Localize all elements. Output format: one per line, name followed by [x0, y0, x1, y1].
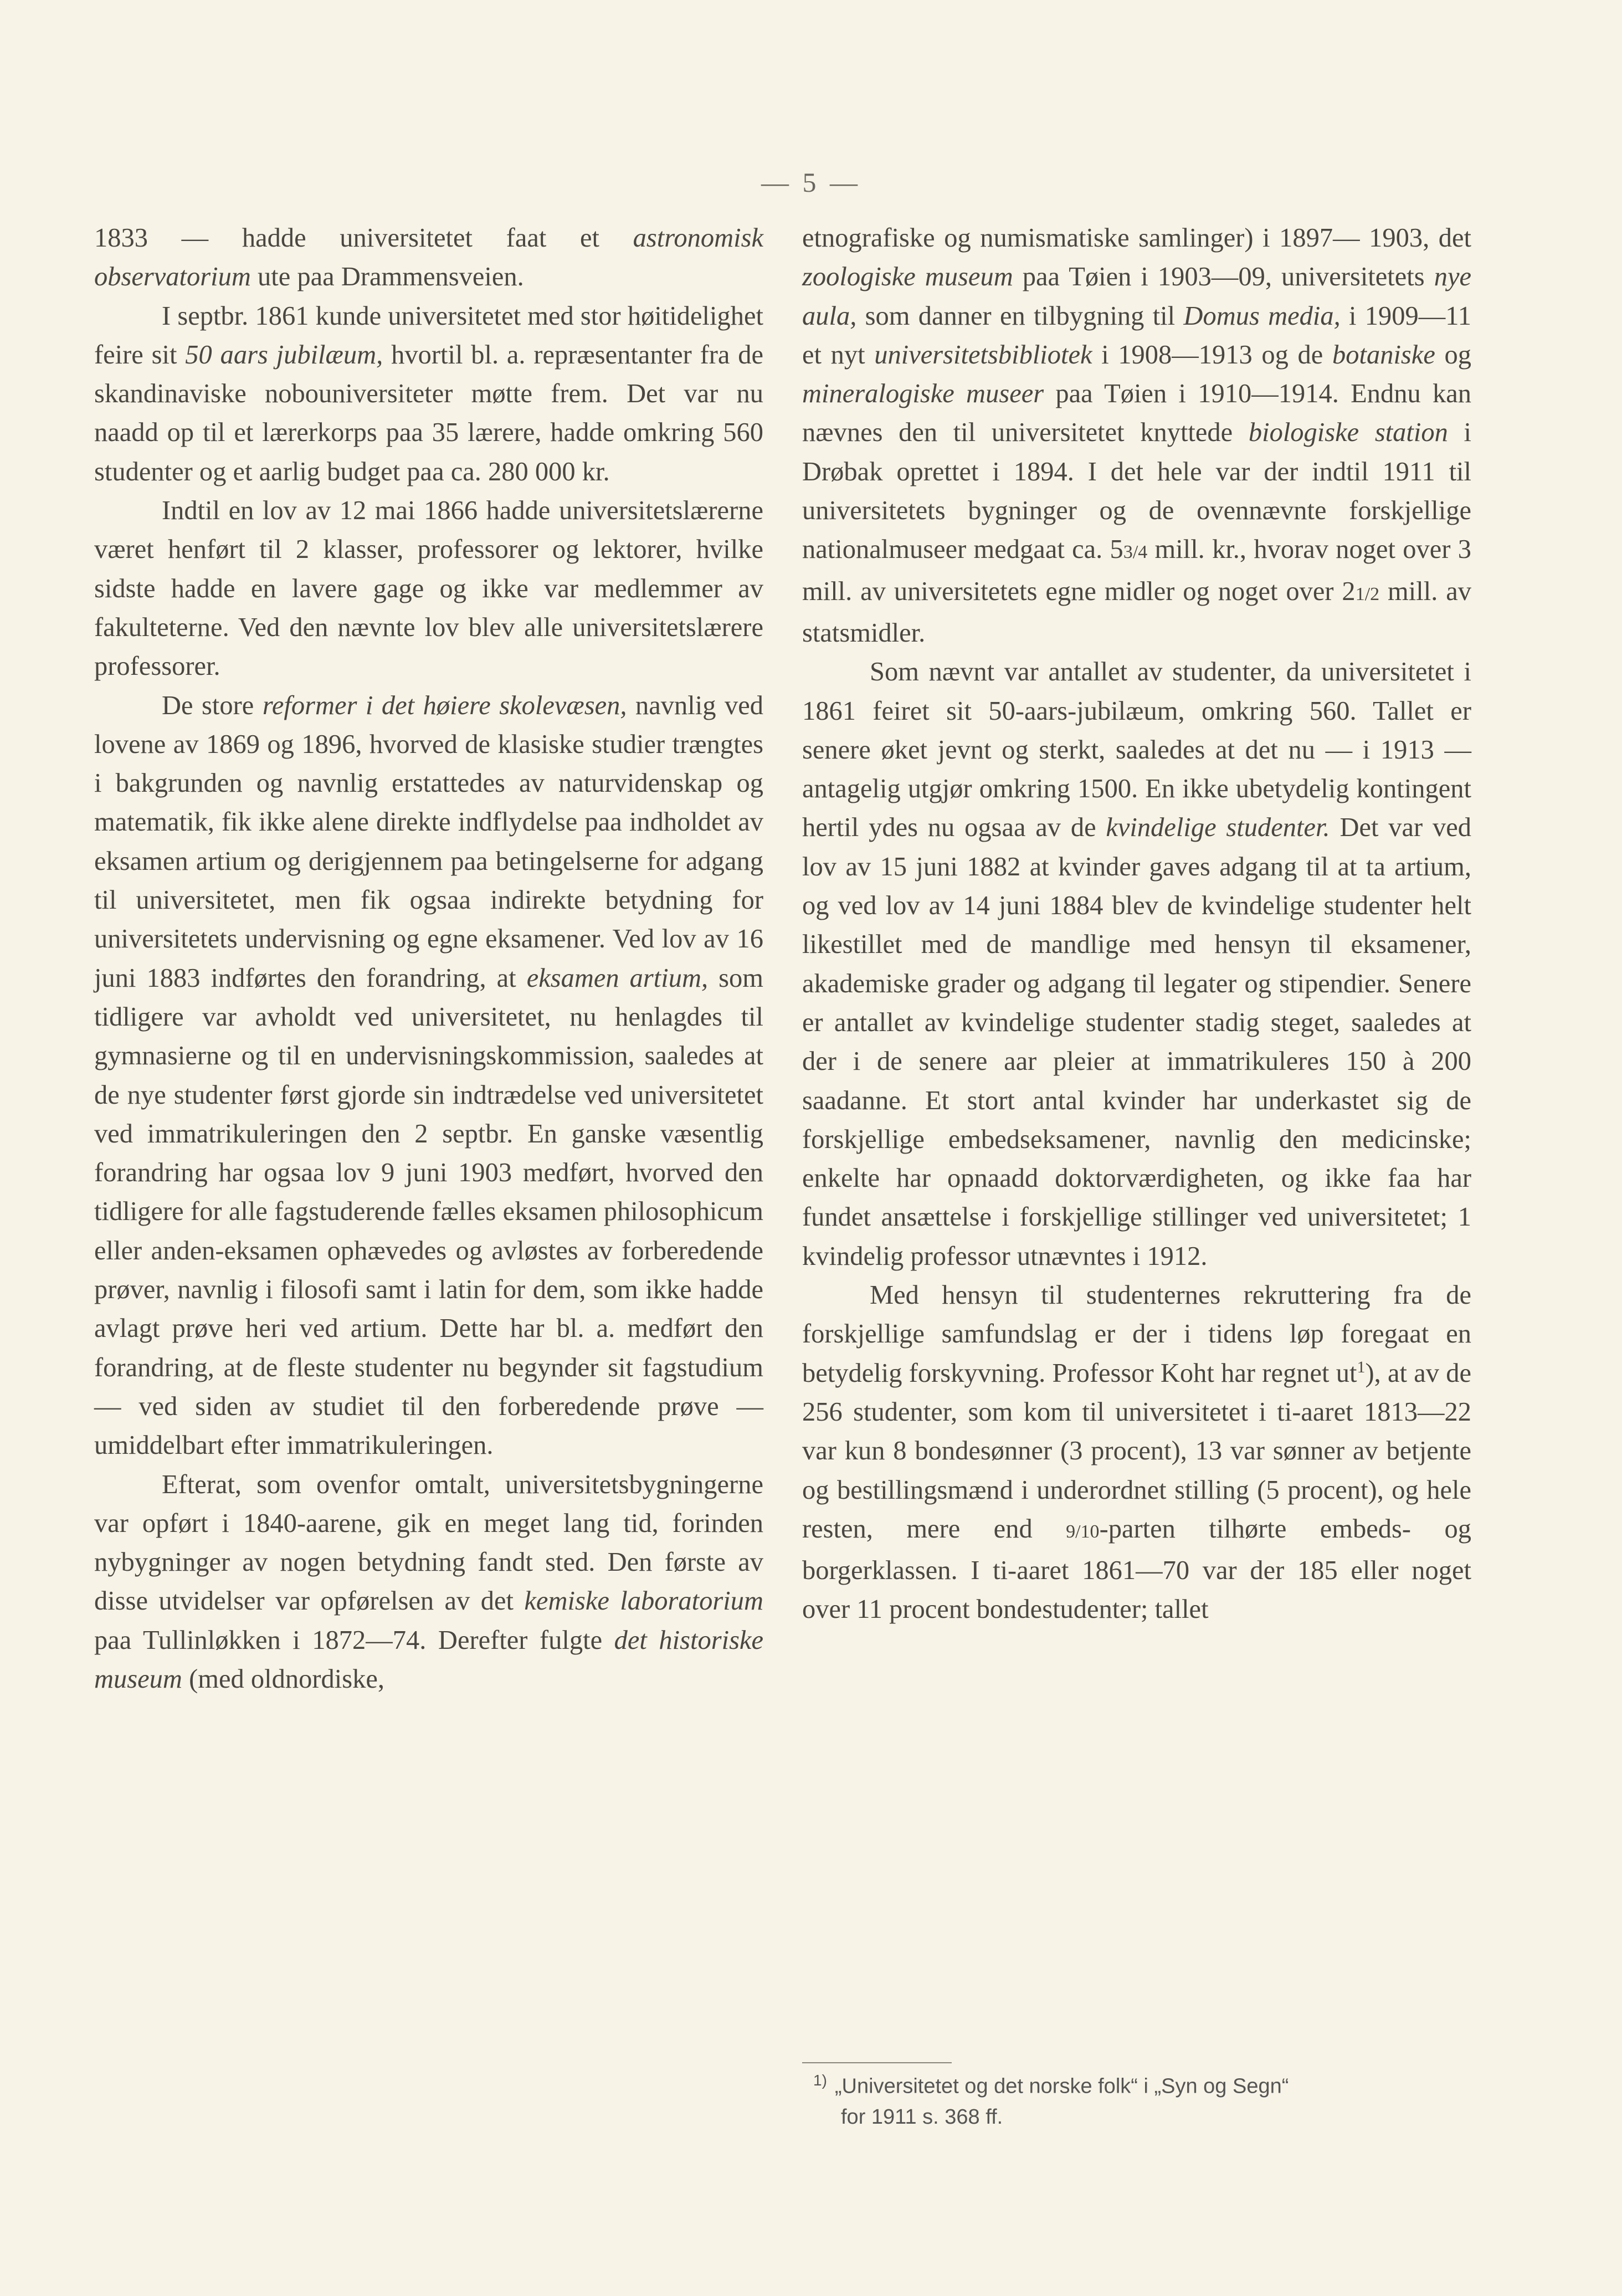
text-run: De store	[162, 690, 263, 720]
italic-term: reformer i det høiere skolevæsen,	[262, 690, 627, 720]
italic-term: biologiske station	[1248, 418, 1448, 448]
text-run: paa Tøien i 1910—1914. Endnu kan nævnes den til universitetet knyttede	[802, 379, 1471, 448]
text-run: Efterat, som ovenfor omtalt, universitetsbygningerne var opført i 1840-aarene, gik en meget lang tid, forinden nybygninger av nogen betydning fandt sted. Den første av disse utvidelser var opførelsen av det	[94, 1469, 763, 1616]
right-column-paragraph	[802, 1276, 1471, 1629]
text-run: Med hensyn til studenternes rekruttering fra de forskjellige samfundslag er der i tidens løp foregaat en betydelig forskyvning. Professor Koht har regnet ut	[802, 1280, 1471, 1388]
text-run: Det var ved lov av 15 juni 1882 at kvinder gaves adgang til at ta artium, og ved lov av 14 juni 1884 blev de kvindelige studenter helt likestillet med de mandlige med hensyn til eksamener, akademiske grader og adgang til legater og stipendier. Senere er antallet av kvindelige studenter stadig steget, saaledes at der i de senere aar pleier at immatrikuleres 150 à 200 saadanne. Et stort antal kvinder har underkastet sig de forskjellige embedseksamener, navnlig den medicinske; enkelte har opnaadd doktorværdigheten, og ikke faa har fundet ansættelse i forskjellige stillinger ved universitetet; 1 kvindelig professor utnævntes i 1912.	[802, 813, 1471, 1271]
left-column-paragraph	[94, 491, 763, 686]
text-run: (med oldnordiske,	[182, 1664, 384, 1694]
footnote	[813, 2065, 1472, 2133]
left-column-paragraph	[94, 219, 763, 297]
text-run: paa Tullinløkken i 1872—74. Derefter fulgte	[94, 1625, 614, 1655]
footnote-text-1: „Universitetet og det norske folk“ i „Syn og Segn“	[834, 2074, 1289, 2098]
italic-term: nye aula,	[802, 262, 1471, 331]
left-column	[94, 219, 763, 1699]
text-run: i Drøbak oprettet i 1894. I det hele var der indtil 1911 til universitetets bygninger og de ovennævnte forskjellige nationalmuseer medgaat ca. 5	[802, 418, 1471, 565]
italic-term: mineralogiske museer	[802, 379, 1044, 409]
text-run: som tidligere var avholdt ved universitetet, nu henlagdes til gymnasierne og til en undervisningskommission, saaledes at de nye studenter først gjorde sin indtrædelse ved universitetet ved immatrikuleringen den 2 septbr. En ganske væsentlig forandring har ogsaa lov 9 juni 1903 medført, hvorved den tidligere for alle fagstuderende fælles eksamen philosophicum eller anden-eksamen ophævedes og avløstes av forberedende prøver, navnlig i filosofi samt i latin for dem, som ikke hadde avlagt prøve heri ved artium. Dette har bl. a. medført den forandring, at de fleste studenter nu begynder sit fagstudium — ved siden av studiet til den forberedende prøve — umiddelbart efter immatrikuleringen.	[94, 963, 763, 1460]
text-run: Som nævnt var antallet av studenter, da universitetet i 1861 feiret sit 50-aars-jubilæum, omkring 560. Tallet er senere øket jevnt og sterkt, saaledes at det nu — i 1913 — antagelig utgjør omkring 1500. En ikke ubetydelig kontingent hertil ydes nu ogsaa av de	[802, 657, 1471, 843]
text-run: Indtil en lov av 12 mai 1866 hadde universitetslærerne været henført til 2 klasser, professorer og lektorer, hvilke sidste hadde en lavere gage og ikke var medlemmer av fakulteterne. Ved den nævnte lov blev alle universitetslærere professorer.	[94, 496, 763, 681]
text-run: som danner en tilbygning til	[856, 301, 1184, 331]
page-number: — 5 —	[761, 167, 861, 198]
italic-term: zoologiske museum	[802, 262, 1013, 292]
fraction: 9/10	[1066, 1521, 1100, 1542]
italic-term: universitetsbibliotek	[874, 340, 1092, 370]
text-run: paa Tøien i 1903—09, universitetets	[1013, 262, 1434, 292]
text-run: etnografiske og numismatiske samlinger) i 1897— 1903, det	[802, 223, 1471, 253]
left-column-paragraph	[94, 1465, 763, 1699]
text-run: navnlig ved lovene av 1869 og 1896, hvorved de klasiske studier trængtes i bakgrunden og navnlig erstattedes av naturvidenskap og matematik, fik ikke alene direkte indflydelse paa indholdet av eksamen artium og derigjennem paa betingelserne for adgang til universitetet, men fik ogsaa indirekte betydning for universitetets undervisning og egne eksamener. Ved lov av 16 juni 1883 indførtes den forandring, at	[94, 690, 763, 993]
text-run: ), at av de 256 studenter, som kom til universitetet i ti-aaret 1813—22 var kun 8 bondesønner (3 procent), 13 var sønner av betjente og bestillingsmænd i underordnet stilling (5 procent), og hele resten, mere end	[802, 1358, 1471, 1544]
right-column-paragraph	[802, 219, 1471, 653]
text-run: -parten tilhørte embeds- og borgerklassen. I ti-aaret 1861—70 var der 185 eller noget over 11 procent bondestudenter; tallet	[802, 1514, 1471, 1624]
text-run: 1833 — hadde universitetet faat et	[94, 223, 633, 253]
italic-term: astronomisk observatorium	[94, 223, 763, 292]
italic-term: kemiske laboratorium	[524, 1586, 763, 1616]
text-run: i 1909—11 et nyt	[802, 301, 1472, 370]
text-run: mill. kr., hvorav noget over 3 mill. av universitetets egne midler og noget over 2	[802, 535, 1471, 606]
italic-term: kvindelige studenter.	[1106, 813, 1330, 843]
italic-term: botaniske	[1332, 340, 1435, 370]
text-run: og	[1435, 340, 1471, 370]
right-column	[802, 219, 1471, 1629]
footnote-marker: 1)	[813, 2072, 827, 2089]
italic-term: 50 aars jubilæum,	[185, 340, 383, 370]
left-column-paragraph	[94, 297, 763, 491]
right-column-paragraph	[802, 653, 1471, 1276]
italic-term: Domus media,	[1183, 301, 1341, 331]
fraction: 1/2	[1355, 583, 1380, 604]
footnote-line-2: for 1911 s. 368 ff.	[841, 2105, 1003, 2129]
italic-term: eksamen artium,	[526, 963, 709, 993]
text-run: I septbr. 1861 kunde universitetet med stor høitidelighet feire sit	[94, 301, 763, 370]
footnote-line-1	[813, 2065, 1472, 2102]
footnote-rule	[802, 2062, 952, 2063]
text-run: mill. av statsmidler.	[802, 576, 1471, 648]
fraction: 3/4	[1123, 542, 1148, 563]
italic-term: det historiske museum	[94, 1625, 763, 1694]
text-run: hvortil bl. a. repræsentanter fra de skandinaviske nobouniversiteter møtte frem. Det var nu naadd op til et lærerkorps paa 35 lærere, hadde omkring 560 studenter og et aarlig budget paa ca. 280 000 kr.	[94, 340, 764, 486]
footnote-ref: 1	[1357, 1357, 1366, 1376]
text-run: i 1908—1913 og de	[1092, 340, 1332, 370]
text-run: ute paa Drammensveien.	[250, 262, 524, 292]
left-column-paragraph	[94, 686, 763, 1465]
